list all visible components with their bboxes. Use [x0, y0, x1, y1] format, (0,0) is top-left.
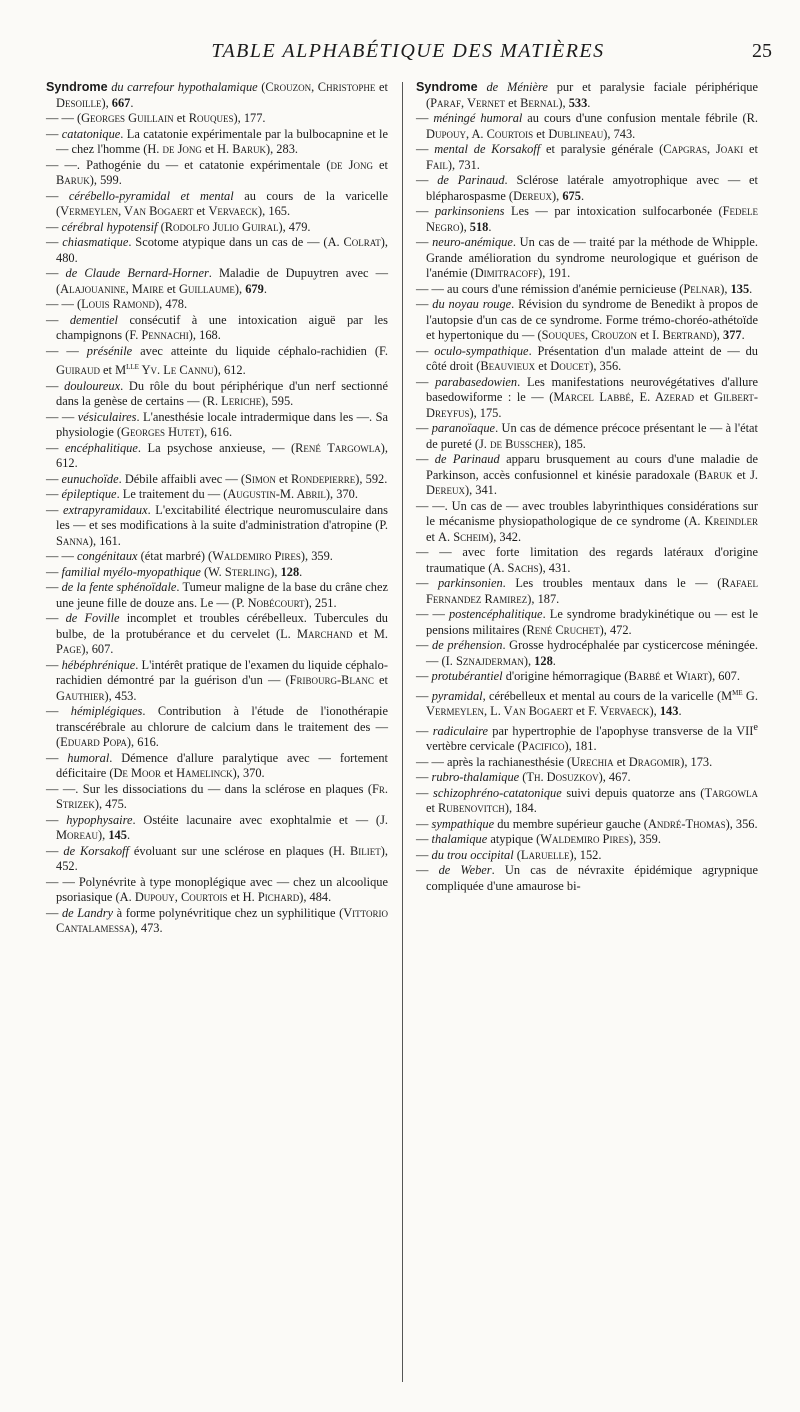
- page-header: [44, 40, 772, 70]
- index-entry: — —. Un cas de — avec troubles labyrinthiques considérations sur le mécanisme physiopathologique de ce syndrome (A. Kreindler et A. Scheim), 342.: [416, 498, 758, 544]
- index-entry: — de la fente sphénoïdale. Tumeur maligne de la base du crâne chez une jeune fille de douze ans. Le — (P. Nobécourt), 251.: [46, 580, 388, 610]
- page-number: 25: [752, 40, 772, 62]
- index-entry: — catatonique. La catatonie expérimentale par la bulbocapnine et le — chez l'homme (H. de Jong et H. Baruk), 283.: [46, 126, 388, 156]
- index-entry: — —. Pathogénie du — et catatonie expérimentale (de Jong et Baruk), 599.: [46, 157, 388, 187]
- index-entry: — familial myélo-myopathique (W. Sterling), 128.: [46, 564, 303, 579]
- index-entry: — encéphalitique. La psychose anxieuse, — (René Targowla), 612.: [46, 440, 388, 471]
- index-entry: — du trou occipital (Laruelle), 152.: [416, 847, 602, 862]
- index-entry: — — postencéphalitique. Le syndrome bradykinétique ou — est le pensions militaires (René Cruchet), 472.: [416, 607, 758, 637]
- index-entry: — mental de Korsakoff et paralysie générale (Capgras, Joaki et Fail), 731.: [416, 142, 758, 172]
- index-entry: — parabasedowien. Les manifestations neurovégétatives d'allure basedowiforme : le — (Marcel Labbé, E. Azerad et Gilbert-Dreyfus), 175.: [416, 374, 758, 420]
- index-entry: — cérébello-pyramidal et mental au cours de la varicelle (Vermeylen, Van Bogaert et Vervaeck), 165.: [46, 188, 388, 218]
- running-title: TABLE ALPHABÉTIQUE DES MATIÈRES: [211, 40, 605, 62]
- index-entry: — hémiplégiques. Contribution à l'étude de l'ionothérapie transcérébrale au chlorure de calcium dans le traitement des — (Eduard Popa), 616.: [46, 704, 388, 750]
- index-entry: — eunuchoïde. Débile affaibli avec — (Simon et Rondepierre), 592.: [46, 471, 388, 486]
- index-entry: — — vésiculaires. L'anesthésie locale intradermique dans les —. Sa physiologie (Georges Hutet), 616.: [46, 409, 389, 440]
- index-entry: — de Claude Bernard-Horner. Maladie de Dupuytren avec — (Alajouanine, Maire et Guillaume), 679.: [46, 266, 388, 296]
- index-entry: — de préhension. Grosse hydrocéphalée par cysticercose méningée. — (I. Sznajderman), 128.: [416, 638, 758, 668]
- index-entry: — pyramidal, cérébelleux et mental au cours de la varicelle ($M^{me}$ G. Vermeylen, L. Van Bogaert et F. Vervaeck), 143.: [416, 686, 758, 719]
- index-entry: — chiasmatique. Scotome atypique dans un cas de — (A. Colrat), 480.: [46, 235, 388, 265]
- index-entry: — protubérantiel d'origine hémorragique (Barbé et Wiart), 607.: [416, 669, 740, 683]
- index-entry: — dementiel consécutif à une intoxication aiguë par les champignons (F. Pennachi), 168.: [46, 312, 388, 342]
- index-entry: Syndrome de Ménière pur et paralysie faciale périphérique (Paraf, Vernet et Bernal), 533.: [416, 80, 758, 110]
- index-entry: — oculo-sympathique. Présentation d'un malade atteint de — du côté droit (Beauvieux et Doucet), 356.: [416, 343, 758, 373]
- index-entry: — — congénitaux (état marbré) (Waldemiro Pires), 359.: [46, 549, 333, 564]
- index-entry: — de Foville incomplet et troubles cérébelleux. Tubercules du bulbe, de la protubérance et du cervelet (L. Marchand et M. Page), 607.: [46, 611, 388, 657]
- index-entry: — douloureux. Du rôle du bout périphérique d'un nerf sectionné dans la genèse de certains — (R. Leriche), 595.: [46, 378, 388, 409]
- index-entry: — de Korsakoff évoluant sur une sclérose en plaques (H. Biliet), 452.: [46, 843, 389, 874]
- index-entry: — — présénile avec atteinte du liquide céphalo-rachidien (F. Guiraud et $M^{lle}$ Yv. Le Cannu), 612.: [46, 343, 388, 378]
- index-entry: — méningé humoral au cours d'une confusion mentale fébrile (R. Dupouy, A. Courtois et Dublineau), 743.: [416, 111, 758, 141]
- index-entry: — rubro-thalamique (Th. Dosuzkov), 467.: [416, 770, 631, 785]
- index-entry: — paranoïaque. Un cas de démence précoce présentant le — à l'état de pureté (J. de Busscher), 185.: [416, 421, 758, 451]
- index-entry: — — (Louis Ramond), 478.: [46, 297, 188, 311]
- index-entry: — épileptique. Le traitement du — (Augustin-M. Abril), 370.: [46, 487, 358, 502]
- index-entry: — hypophysaire. Ostéite lacunaire avec exophtalmie et — (J. Moreau), 145.: [46, 812, 388, 843]
- index-entry: — — avec forte limitation des regards latéraux d'origine traumatique (A. Sachs), 431.: [416, 545, 758, 575]
- index-entry: Syndrome du carrefour hypothalamique (Crouzon, Christophe et Desoille), 667.: [46, 80, 388, 110]
- index-entry: — radiculaire par hypertrophie de l'apophyse transverse de la VIIe vertèbre cervicale (Pacifico), 181.: [416, 721, 758, 754]
- index-entry: — de Landry à forme polynévritique chez un syphilitique (Vittorio Cantalamessa), 473.: [46, 905, 388, 936]
- index-entry: — de Parinaud apparu brusquement au cours d'une maladie de Parkinson, accès confusionnel et kinésie paradoxale (Baruk et J. Dereux), 341.: [416, 452, 758, 497]
- index-entry: — — après la rachianesthésie (Urechia et Dragomir), 173.: [416, 754, 713, 769]
- index-entry: — — Polynévrite à type monoplégique avec — chez un alcoolique psoriasique (A. Dupouy, Courtois et H. Pichard), 484.: [46, 874, 388, 905]
- index-entry: — extrapyramidaux. L'excitabilité électrique neuromusculaire dans les — et ses modifications à la suite d'administration d'atropine (P. Sanna), 161.: [46, 502, 388, 548]
- index-entry: — de Parinaud. Sclérose latérale amyotrophique avec — et blépharospasme (Dereux), 675.: [416, 173, 759, 203]
- index-entry: — —. Sur les dissociations du — dans la sclérose en plaques (Fr. Strizek), 475.: [46, 781, 388, 812]
- right-column: [416, 80, 758, 894]
- index-entry: — parkinsoniens Les — par intoxication sulfocarbonée (Fedele Negro), 518.: [416, 204, 758, 234]
- index-entry: — parkinsonien. Les troubles mentaux dans le — (Rafael Fernandez Ramirez), 187.: [416, 576, 758, 606]
- index-entry: — hébéphrénique. L'intérêt pratique de l'examen du liquide céphalo-rachidien démontré par la guérison d'un — (Fribourg-Blanc et Gauthier), 453.: [46, 657, 389, 703]
- index-entry: — de Weber. Un cas de névraxite épidémique agrypnique compliquée d'une amaurose bi-: [416, 863, 758, 893]
- index-entry: — thalamique atypique (Waldemiro Pires), 359.: [416, 832, 661, 847]
- left-column: [46, 80, 388, 937]
- index-entry: — sympathique du membre supérieur gauche (André-Thomas), 356.: [416, 816, 758, 831]
- index-entry: — — au cours d'une rémission d'anémie pernicieuse (Pelnar), 135.: [416, 281, 753, 296]
- index-entry: — du noyau rouge. Révision du syndrome de Benedikt à propos de l'autopsie d'un cas de ce syndrome. Forme trémo-choréo-athétoïde et hypertonique du — (Souques, Crouzon et I. Bertrand), 377.: [416, 297, 758, 342]
- column-divider: [402, 82, 403, 1382]
- index-entry: — neuro-anémique. Un cas de — traité par la méthode de Whipple. Grande amélioration du syndrome neurologique et guérison de l'anémie (Dimitracoff), 191.: [416, 235, 758, 280]
- index-entry: — schizophréno-catatonique suivi depuis quatorze ans (Targowla et Rubenovitch), 184.: [416, 785, 759, 816]
- index-entry: — — (Georges Guillain et Rouques), 177.: [46, 111, 266, 125]
- index-entry: — humoral. Démence d'allure paralytique avec — fortement déficitaire (De Moor et Hamelinck), 370.: [46, 750, 388, 781]
- index-entry: — cérébral hypotensif (Rodolfo Julio Guiral), 479.: [46, 219, 311, 234]
